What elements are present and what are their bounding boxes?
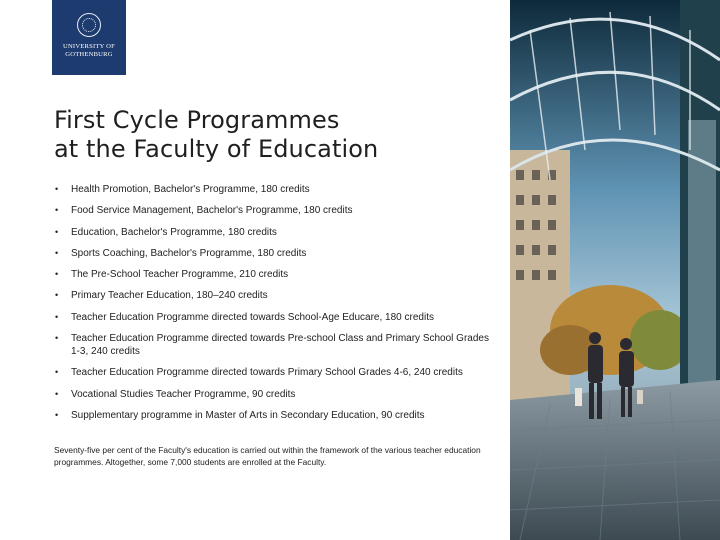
bullet-icon: • [55,367,59,378]
programme-item [54,204,494,217]
logo-text-line-1: UNIVERSITY OF [63,43,115,50]
programme-label: Vocational Studies Teacher Programme, 90 credits [71,388,296,400]
programme-item [54,289,494,302]
university-logo [52,0,126,75]
programme-item [54,311,494,324]
slide-title [54,106,378,164]
programme-label: Teacher Education Programme directed towards School-Age Educare, 180 credits [71,311,434,323]
bullet-icon: • [55,184,59,194]
bullet-icon: • [55,290,59,301]
bullet-icon: • [55,409,59,420]
programme-label: Health Promotion, Bachelor's Programme, 180 credits [71,184,310,195]
bullet-icon: • [55,311,59,322]
programme-item [54,226,494,239]
slide-title-line-1: First Cycle Programmes [54,106,340,134]
programme-list [54,183,494,430]
programme-item [54,366,494,379]
programme-item [54,268,494,281]
slide-title-line-2: at the Faculty of Education [54,135,379,163]
programme-label: The Pre-School Teacher Programme, 210 credits [71,269,289,281]
programme-item [54,332,494,358]
programme-item [54,388,494,401]
programme-label: Teacher Education Programme directed towards Primary School Grades 4-6, 240 credits [71,367,463,379]
bullet-icon: • [55,388,59,399]
programme-label: Education, Bachelor's Programme, 180 credits [71,226,277,238]
programme-label: Sports Coaching, Bachelor's Programme, 180 credits [71,247,307,259]
campus-photo [510,0,720,540]
programme-item [54,247,494,260]
footnote: Seventy-five per cent of the Faculty's education is carried out within the framework of the various teacher education programmes. Altogether, some 7,000 students are enrolled at the Faculty. [54,445,481,467]
programme-label: Food Service Management, Bachelor's Programme, 180 credits [71,205,353,217]
bullet-icon: • [55,269,59,280]
bullet-icon: • [55,226,59,237]
programme-label: Teacher Education Programme directed towards Pre-school Class and Primary School Grades 1-3, 240 credits [71,333,489,358]
university-seal-icon [77,13,101,37]
programme-item [54,409,494,422]
programme-label: Primary Teacher Education, 180–240 credits [71,290,268,302]
programme-label: Supplementary programme in Master of Arts in Secondary Education, 90 credits [71,409,425,421]
bullet-icon: • [55,247,59,258]
bullet-icon: • [55,205,59,216]
bullet-icon: • [55,333,59,344]
programme-item [54,183,494,196]
logo-text-line-2: GOTHENBURG [65,51,113,58]
